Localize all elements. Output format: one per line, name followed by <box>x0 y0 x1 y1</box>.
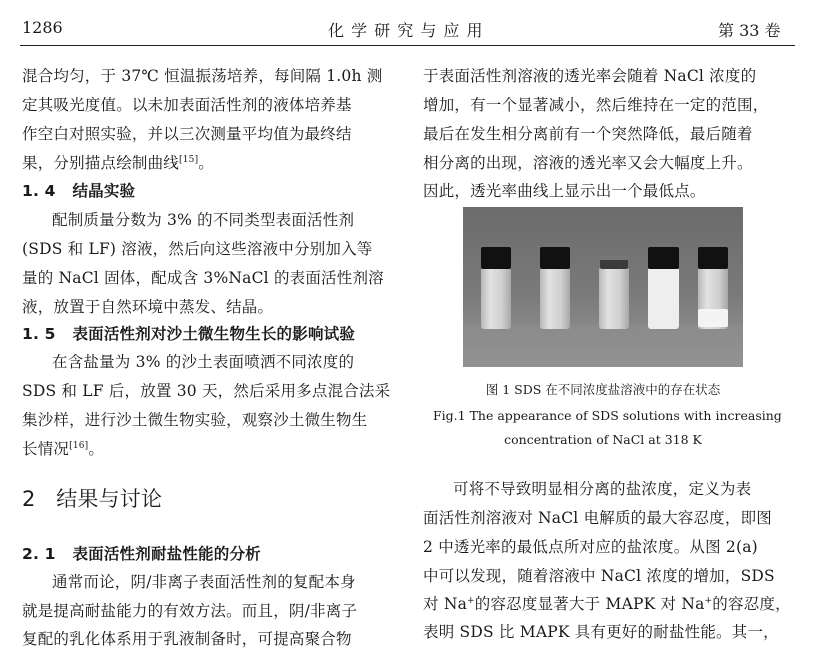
text-line: 通常而论，阴/非离子表面活性剂的复配本身 <box>52 573 356 591</box>
text-run: 的容忍度， <box>712 595 791 613</box>
text-run: 。 <box>88 440 105 458</box>
text-run: 长情况 <box>22 440 70 458</box>
text-line: 就是提高耐盐能力的有效方法。而且，阴/非离子 <box>22 602 358 620</box>
volume-label: 第 33 卷 <box>718 21 781 40</box>
citation-ref: [15] <box>179 154 199 165</box>
text-line: 表明 SDS 比 MAPK 具有更好的耐盐性能。其一， <box>423 623 779 641</box>
figure-caption-en: concentration of NaCl at 318 K <box>504 432 702 447</box>
figure-caption-en: Fig.1 The appearance of SDS solutions with increasing <box>433 408 782 423</box>
vial-4 <box>648 247 679 329</box>
text-line: 混合均匀，于 37℃ 恒温振荡培养，每间隔 1.0h 测 <box>22 67 383 85</box>
vial-1 <box>481 247 511 329</box>
text-line: 可将不导致明显相分离的盐浓度，定义为表 <box>453 480 752 498</box>
text-line <box>22 151 214 173</box>
journal-title: 化 学 研 究 与 应 用 <box>328 21 484 40</box>
text-run: 。 <box>198 154 214 172</box>
text-line: 因此，透光率曲线上显示出一个最低点。 <box>423 182 706 200</box>
text-line <box>22 437 104 459</box>
text-run: 对 Na <box>423 595 468 613</box>
text-line: SDS 和 LF 后，放置 30 天，然后采用多点混合法采 <box>22 382 391 400</box>
text-line <box>423 592 791 614</box>
text-run: 的容忍度显著大于 MAPK 对 Na <box>474 595 705 613</box>
section-title: 结晶实验 <box>72 182 136 200</box>
text-line: 作空白对照实验，并以三次测量平均值为最终结 <box>22 125 352 143</box>
text-line: 定其吸光度值。以未加表面活性剂的液体培养基 <box>22 96 352 114</box>
section-title: 表面活性剂耐盐性能的分析 <box>72 545 261 563</box>
section-number: 2. 1 <box>22 545 56 563</box>
vial-5 <box>698 247 728 329</box>
text-line: 相分离的出现，溶液的透光率又会大幅度上升。 <box>423 154 753 172</box>
text-line: 配制质量分数为 3% 的不同类型表面活性剂 <box>52 211 355 229</box>
figure-photo <box>463 207 743 367</box>
text-line: 在含盐量为 3% 的沙土表面喷洒不同浓度的 <box>52 353 355 371</box>
vial-3 <box>599 256 629 329</box>
citation-ref: [16] <box>69 440 89 451</box>
section-heading-2-1 <box>22 542 261 564</box>
text-line: 面活性剂溶液对 NaCl 电解质的最大容忍度，即图 <box>423 509 772 527</box>
text-run: 果，分别描点绘制曲线 <box>22 154 180 172</box>
figure-caption-cn: 图 1 SDS 在不同浓度盐溶液中的存在状态 <box>485 382 721 397</box>
text-line: 增加，有一个显著减小，然后维持在一定的范围， <box>423 96 769 114</box>
text-line: 复配的乳化体系用于乳液制备时，可提高聚合物 <box>22 630 352 648</box>
vial-2 <box>540 247 570 329</box>
text-line: 量的 NaCl 固体，配成含 3%NaCl 的表面活性剂溶 <box>22 269 384 287</box>
superscript: + <box>467 595 475 606</box>
header-rule <box>20 45 795 46</box>
text-line: 于表面活性剂溶液的透光率会随着 NaCl 浓度的 <box>423 67 757 85</box>
section-number: 1. 4 <box>22 182 56 200</box>
section-heading-1-4 <box>22 179 135 201</box>
text-line: 集沙样，进行沙土微生物实验，观察沙土微生物生 <box>22 411 368 429</box>
text-line: 2 中透光率的最低点所对应的盐浓度。从图 2(a) <box>423 538 758 556</box>
text-line: 中可以发现，随着溶液中 NaCl 浓度的增加，SDS <box>423 567 775 585</box>
section-number: 2 <box>22 487 36 511</box>
section-title: 表面活性剂对沙土微生物生长的影响试验 <box>72 325 356 343</box>
section-title: 结果与讨论 <box>56 487 163 511</box>
section-heading-1-5 <box>22 322 355 344</box>
text-line: 液，放置于自然环境中蒸发、结晶。 <box>22 298 274 316</box>
section-number: 1. 5 <box>22 325 56 343</box>
text-line: 最后在发生相分离前有一个突然降低，最后随着 <box>423 125 753 143</box>
text-line: (SDS 和 LF) 溶液，然后向这些溶液中分别加入等 <box>22 240 373 258</box>
superscript: + <box>704 595 713 606</box>
section-heading-2 <box>22 483 162 513</box>
page-number: 1286 <box>22 18 63 37</box>
